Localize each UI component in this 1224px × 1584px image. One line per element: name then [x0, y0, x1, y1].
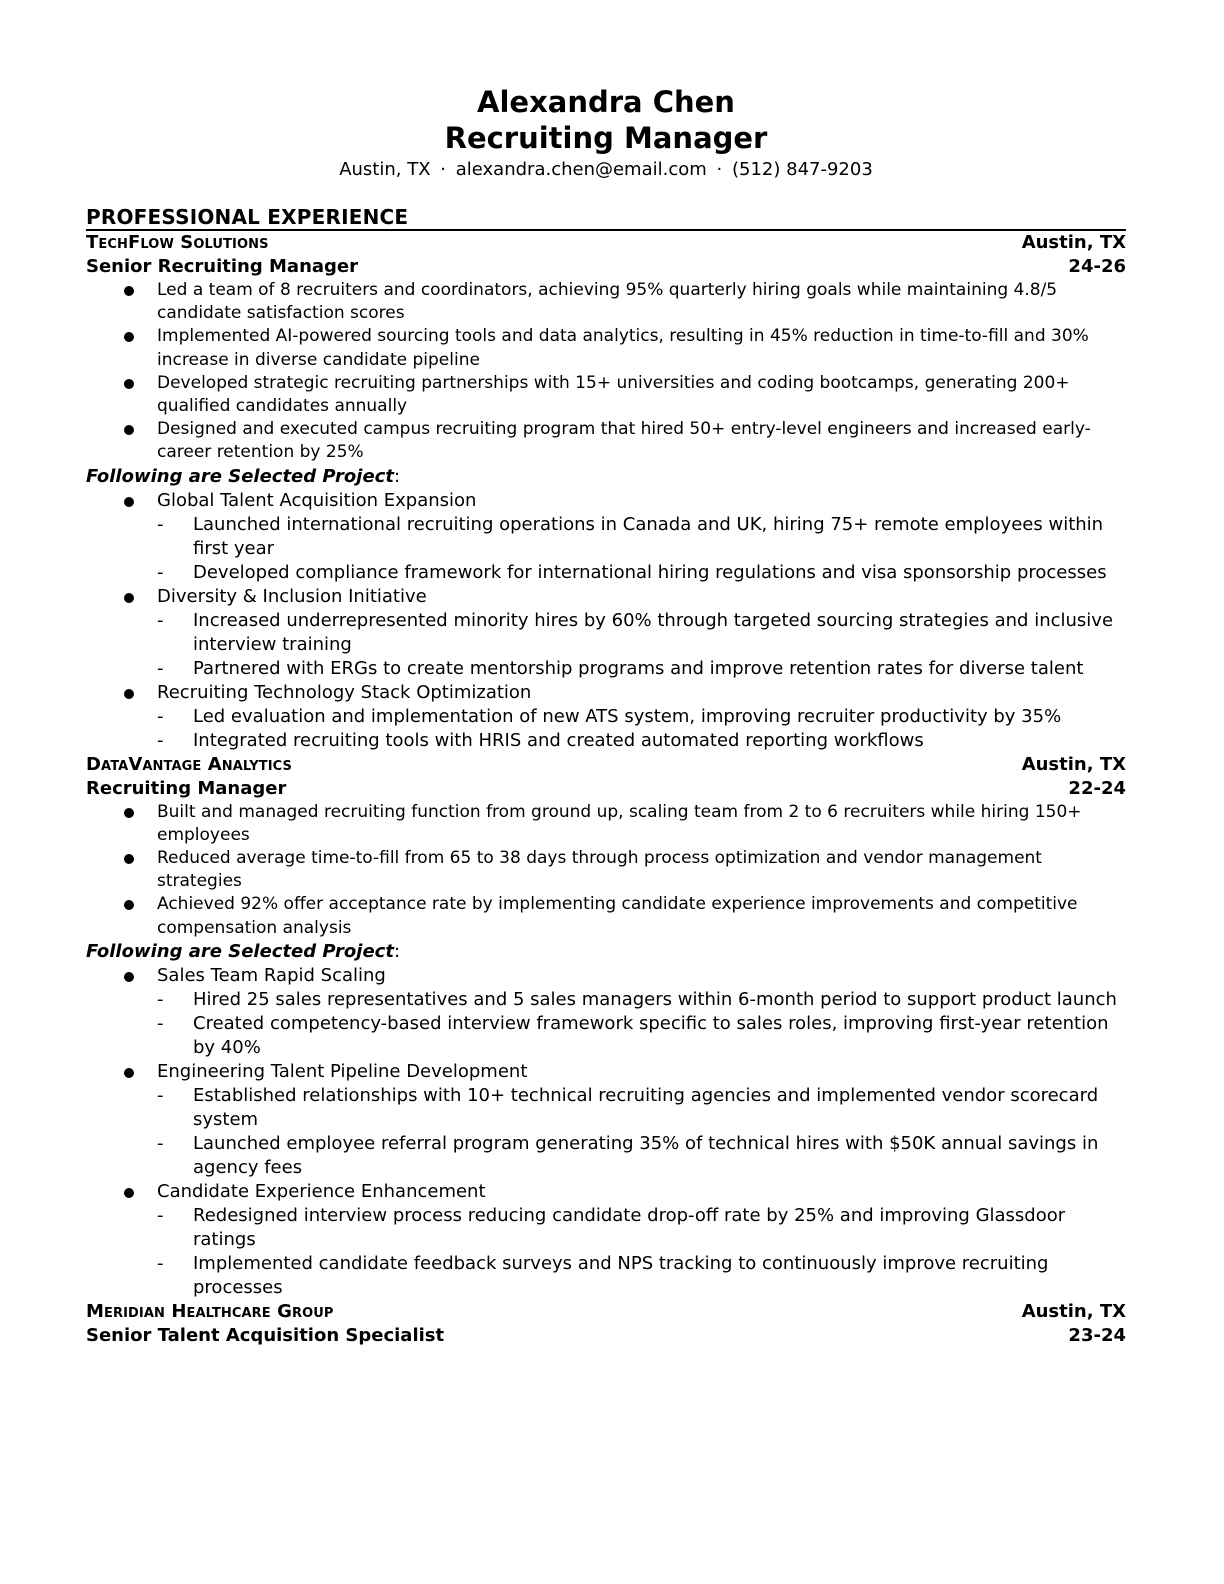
- job-role-row: [86, 255, 1126, 279]
- bullet-icon: [124, 1068, 134, 1078]
- job-company-row: [86, 1300, 1126, 1324]
- dash-icon: -: [157, 729, 164, 751]
- job-role: Senior Recruiting Manager: [86, 256, 358, 277]
- resume-header: [86, 84, 1126, 183]
- achievement-item: [86, 372, 1126, 418]
- project-detail-text: Launched employee referral program generating 35% of technical hires with $50K annual savings in agency fees: [193, 1132, 1099, 1178]
- project-detail-item: [157, 513, 1126, 561]
- achievement-text: Reduced average time-to-fill from 65 to 38 days through process optimization and vendor management strategies: [157, 848, 1042, 892]
- project-name: Sales Team Rapid Scaling: [157, 964, 386, 986]
- project-name: Engineering Talent Pipeline Development: [157, 1060, 528, 1082]
- achievement-text: Developed strategic recruiting partnerships with 15+ universities and coding bootcamps, generating 200+ qualified candidates annually: [157, 372, 1070, 417]
- bullet-icon: [124, 332, 134, 342]
- dash-icon: -: [157, 1132, 164, 1154]
- bullet-icon: [124, 425, 134, 435]
- job-entry: [86, 753, 1126, 1300]
- project-detail-item: [157, 988, 1126, 1012]
- contact-email: alexandra.chen@email.com: [455, 159, 707, 180]
- dash-icon: -: [157, 1252, 164, 1274]
- bullet-icon: [124, 286, 134, 296]
- project-details: [157, 513, 1126, 585]
- achievement-text: Led a team of 8 recruiters and coordinators, achieving 95% quarterly hiring goals while maintaining 4.8/5 candidate satisfaction scores: [157, 280, 1058, 324]
- bullet-icon: [124, 854, 134, 864]
- project-detail-text: Integrated recruiting tools with HRIS and created automated reporting workflows: [193, 729, 924, 751]
- project-detail-item: [157, 1084, 1126, 1132]
- contact-location: Austin, TX: [339, 159, 431, 180]
- project-detail-item: [157, 657, 1126, 681]
- job-role: Senior Talent Acquisition Specialist: [86, 1324, 445, 1346]
- project-item: [86, 1060, 1126, 1180]
- job-location: Austin, TX: [1021, 753, 1126, 775]
- job-achievements: [86, 801, 1126, 940]
- job-company-row: [86, 231, 1126, 255]
- project-item: [86, 585, 1126, 681]
- project-item: [86, 489, 1126, 585]
- dash-icon: -: [157, 561, 164, 583]
- project-name: Recruiting Technology Stack Optimization: [157, 681, 532, 703]
- project-detail-text: Developed compliance framework for international hiring regulations and visa sponsorship processes: [193, 561, 1107, 583]
- bullet-icon: [124, 808, 134, 818]
- dash-icon: -: [157, 657, 164, 679]
- job-dates: 24-26: [1068, 256, 1126, 277]
- achievement-item: [86, 847, 1126, 893]
- achievement-item: [86, 418, 1126, 464]
- dash-icon: -: [157, 1084, 164, 1106]
- project-detail-text: Redesigned interview process reducing candidate drop-off rate by 25% and improving Glassdoor ratings: [193, 1204, 1066, 1250]
- job-dates: 23-24: [1068, 1324, 1126, 1346]
- candidate-name: Alexandra Chen: [477, 85, 735, 119]
- project-details: [157, 705, 1126, 753]
- job-role: Recruiting Manager: [86, 777, 287, 799]
- company-name: TechFlow Solutions: [86, 232, 269, 253]
- project-item: [86, 964, 1126, 1060]
- project-detail-text: Led evaluation and implementation of new ATS system, improving recruiter productivity by 35%: [193, 705, 1062, 727]
- dash-icon: -: [157, 705, 164, 727]
- project-details: [157, 1204, 1126, 1300]
- project-detail-item: [157, 1132, 1126, 1180]
- project-detail-text: Created competency-based interview framework specific to sales roles, improving first-year retention by 40%: [193, 1012, 1109, 1058]
- bullet-icon: [124, 497, 134, 507]
- bullet-icon: [124, 972, 134, 982]
- project-detail-text: Increased underrepresented minority hires by 60% through targeted sourcing strategies and inclusive interview training: [193, 609, 1114, 655]
- job-role-row: [86, 1324, 1126, 1348]
- job-role-row: [86, 777, 1126, 801]
- project-list: [86, 964, 1126, 1300]
- achievement-item: [86, 279, 1126, 325]
- project-detail-item: [157, 1012, 1126, 1060]
- project-detail-text: Established relationships with 10+ technical recruiting agencies and implemented vendor scorecard system: [193, 1084, 1099, 1130]
- projects-label-colon: :: [393, 465, 401, 487]
- projects-label: [86, 465, 1126, 489]
- job-location: Austin, TX: [1021, 232, 1126, 253]
- project-details: [157, 988, 1126, 1060]
- project-detail-item: [157, 705, 1126, 729]
- contact-separator: ·: [440, 159, 446, 180]
- section-title-experience: PROFESSIONAL EXPERIENCE: [86, 205, 1126, 231]
- job-achievements: [86, 279, 1126, 465]
- company-name: DataVantage Analytics: [86, 753, 293, 775]
- contact-phone: (512) 847-9203: [732, 159, 873, 180]
- project-detail-item: [157, 561, 1126, 585]
- bullet-icon: [124, 1188, 134, 1198]
- achievement-text: Achieved 92% offer acceptance rate by implementing candidate experience improvements and competitive compensation analysis: [157, 894, 1078, 938]
- project-item: [86, 681, 1126, 753]
- project-name: Diversity & Inclusion Initiative: [157, 585, 427, 607]
- job-entry: [86, 1300, 1126, 1348]
- job-company-row: [86, 753, 1126, 777]
- contact-line: [86, 157, 1126, 183]
- dash-icon: -: [157, 513, 164, 535]
- achievement-text: Designed and executed campus recruiting program that hired 50+ entry-level engineers and increased early-career retention by 25%: [157, 419, 1091, 463]
- project-details: [157, 1084, 1126, 1180]
- achievement-text: Built and managed recruiting function from ground up, scaling team from 2 to 6 recruiters while hiring 150+ employees: [157, 801, 1082, 845]
- project-details: [157, 609, 1126, 681]
- resume-page: [86, 84, 1126, 1348]
- project-name: Global Talent Acquisition Expansion: [157, 489, 477, 511]
- dash-icon: -: [157, 609, 164, 631]
- project-detail-item: [157, 1252, 1126, 1300]
- job-entry: [86, 231, 1126, 753]
- project-detail-item: [157, 1204, 1126, 1252]
- project-detail-text: Launched international recruiting operations in Canada and UK, hiring 75+ remote employees within first year: [193, 513, 1104, 559]
- projects-label-text: Following are Selected Project: [86, 465, 394, 487]
- project-detail-text: Implemented candidate feedback surveys and NPS tracking to continuously improve recruiting processes: [193, 1252, 1049, 1298]
- achievement-item: [86, 893, 1126, 939]
- dash-icon: -: [157, 1204, 164, 1226]
- contact-separator: ·: [716, 159, 723, 180]
- project-detail-text: Hired 25 sales representatives and 5 sales managers within 6-month period to support product launch: [193, 988, 1117, 1010]
- company-name: Meridian Healthcare Group: [86, 1300, 334, 1322]
- dash-icon: -: [157, 988, 164, 1010]
- bullet-icon: [124, 593, 134, 603]
- projects-label: [86, 940, 1126, 964]
- experience-list: [86, 231, 1126, 1348]
- bullet-icon: [124, 379, 134, 389]
- project-item: [86, 1180, 1126, 1300]
- job-location: Austin, TX: [1021, 1300, 1126, 1322]
- project-detail-text: Partnered with ERGs to create mentorship programs and improve retention rates for diverse talent: [193, 657, 1084, 679]
- project-list: [86, 489, 1126, 753]
- achievement-item: [86, 325, 1126, 371]
- bullet-icon: [124, 900, 134, 910]
- project-detail-item: [157, 729, 1126, 753]
- candidate-title: Recruiting Manager: [444, 121, 768, 155]
- bullet-icon: [124, 689, 134, 699]
- achievement-text: Implemented AI-powered sourcing tools and data analytics, resulting in 45% reduction in time-to-fill and 30% increase in diverse candidate pipeline: [157, 326, 1089, 370]
- project-detail-item: [157, 609, 1126, 657]
- dash-icon: -: [157, 1012, 164, 1034]
- job-dates: 22-24: [1068, 777, 1126, 799]
- project-name: Candidate Experience Enhancement: [157, 1180, 486, 1202]
- projects-label-colon: :: [393, 940, 401, 962]
- projects-label-text: Following are Selected Project: [86, 940, 394, 962]
- achievement-item: [86, 801, 1126, 847]
